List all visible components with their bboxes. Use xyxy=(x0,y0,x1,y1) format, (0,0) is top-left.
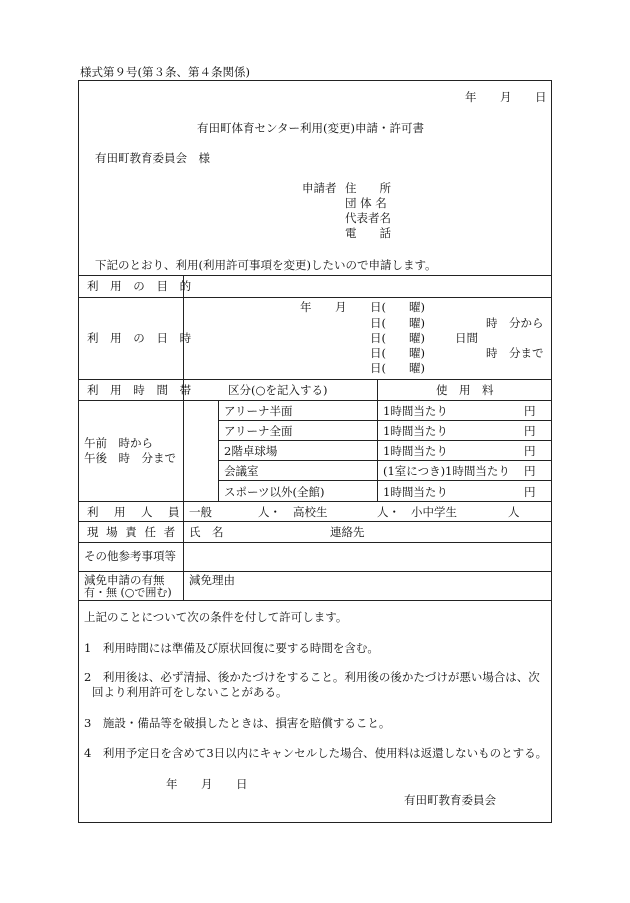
permission-intro: 上記のことについて次の条件を付して許可します。 xyxy=(84,610,348,624)
datetime-until: 時 分まで xyxy=(486,346,544,360)
address-label: 住 所 xyxy=(345,181,391,195)
division-header: 区分(○を記入する) xyxy=(228,383,328,397)
datetime-day-line-3: 日( 曜) xyxy=(370,331,425,345)
supervisor-label: 現 場 責 任 者 xyxy=(87,525,178,539)
phone-label: 電 話 xyxy=(345,226,391,240)
condition-2-continued: 回より利用許可をしないことがある。 xyxy=(92,685,288,699)
users-school: 小中学生 xyxy=(411,505,457,519)
representative-label: 代表者名 xyxy=(345,211,391,225)
datetime-label: 利 用 の 日 時 xyxy=(87,331,196,345)
other-notes-label: その他参考事項等 xyxy=(84,549,176,563)
condition-1: 1 利用時間には準備及び原状回復に要する時間を含む。 xyxy=(84,641,379,655)
facility-fee-unit: 円 xyxy=(524,404,536,418)
intro-text: 下記のとおり、利用(利用許可事項を変更)したいので申請します。 xyxy=(95,258,437,272)
exemption-choice: 有・無 (○で囲む) xyxy=(84,586,172,599)
facility-name: アリーナ全面 xyxy=(224,424,293,438)
form-title: 有田町体育センター利用(変更)申請・許可書 xyxy=(197,121,425,135)
permission-day: 日 xyxy=(236,777,248,791)
facility-name: 2階卓球場 xyxy=(224,444,278,458)
facility-name: アリーナ半面 xyxy=(224,404,293,418)
group-name-label: 団 体 名 xyxy=(345,196,387,210)
facility-fee: (1室につき)1時間当たり xyxy=(383,464,510,478)
facility-fee-unit: 円 xyxy=(524,485,536,499)
facility-fee-unit: 円 xyxy=(524,464,536,478)
users-general: 一般 xyxy=(189,505,212,519)
facility-name: スポーツ以外(全館) xyxy=(224,485,325,499)
permission-year: 年 xyxy=(166,777,178,791)
users-highschool: 高校生 xyxy=(293,505,328,519)
condition-4: 4 利用予定日を含めて3日以内にキャンセルした場合、使用料は返還しないものとする。 xyxy=(84,746,548,760)
issuer-name: 有田町教育委員会 xyxy=(404,793,496,807)
date-month-label: 月 xyxy=(500,90,512,104)
datetime-days: 日間 xyxy=(455,331,478,345)
form-number: 様式第９号(第３条、第４条関係) xyxy=(80,65,250,79)
condition-3: 3 施設・備品等を破損したときは、損害を賠償すること。 xyxy=(84,716,391,730)
datetime-year: 年 xyxy=(300,300,312,314)
facility-fee: 1時間当たり xyxy=(383,444,448,458)
facility-name: 会議室 xyxy=(224,464,259,478)
date-day-label: 日 xyxy=(535,90,547,104)
exemption-label: 減免申請の有無 xyxy=(84,573,165,587)
datetime-day-line-4: 日( 曜) xyxy=(370,346,425,360)
time-range-am: 午前 時から xyxy=(84,436,153,450)
timeslot-label: 利 用 時 間 帯 xyxy=(87,383,196,397)
facility-fee: 1時間当たり xyxy=(383,404,448,418)
datetime-day-line-2: 日( 曜) xyxy=(370,316,425,330)
facility-fee: 1時間当たり xyxy=(383,485,448,499)
datetime-day-line-1: 日( 曜) xyxy=(370,300,425,314)
datetime-day-line-5: 日( 曜) xyxy=(370,361,425,375)
supervisor-contact-label: 連絡先 xyxy=(330,525,365,539)
users-school-count-unit: 人 xyxy=(508,505,520,519)
permission-month: 月 xyxy=(201,777,213,791)
datetime-month: 月 xyxy=(335,300,347,314)
purpose-label: 利 用 の 目 的 xyxy=(87,279,196,293)
datetime-from: 時 分から xyxy=(486,316,544,330)
applicant-label: 申請者 xyxy=(302,181,337,195)
addressee: 有田町教育委員会 様 xyxy=(95,151,210,165)
time-range-pm: 午後 時 分まで xyxy=(84,451,176,465)
users-label: 利 用 人 員 xyxy=(87,505,182,519)
supervisor-name-label: 氏 名 xyxy=(189,525,224,539)
fee-header: 使 用 料 xyxy=(436,383,494,397)
users-highschool-count-unit: 人・ xyxy=(377,505,400,519)
exemption-reason-label: 減免理由 xyxy=(189,573,235,587)
facility-fee-unit: 円 xyxy=(524,424,536,438)
date-year-label: 年 xyxy=(465,90,477,104)
facility-fee: 1時間当たり xyxy=(383,424,448,438)
condition-2: 2 利用後は、必ず清掃、後かたづけをすること。利用後の後かたづけが悪い場合は、次 xyxy=(84,670,540,684)
facility-fee-unit: 円 xyxy=(524,444,536,458)
users-general-count-unit: 人・ xyxy=(258,505,281,519)
